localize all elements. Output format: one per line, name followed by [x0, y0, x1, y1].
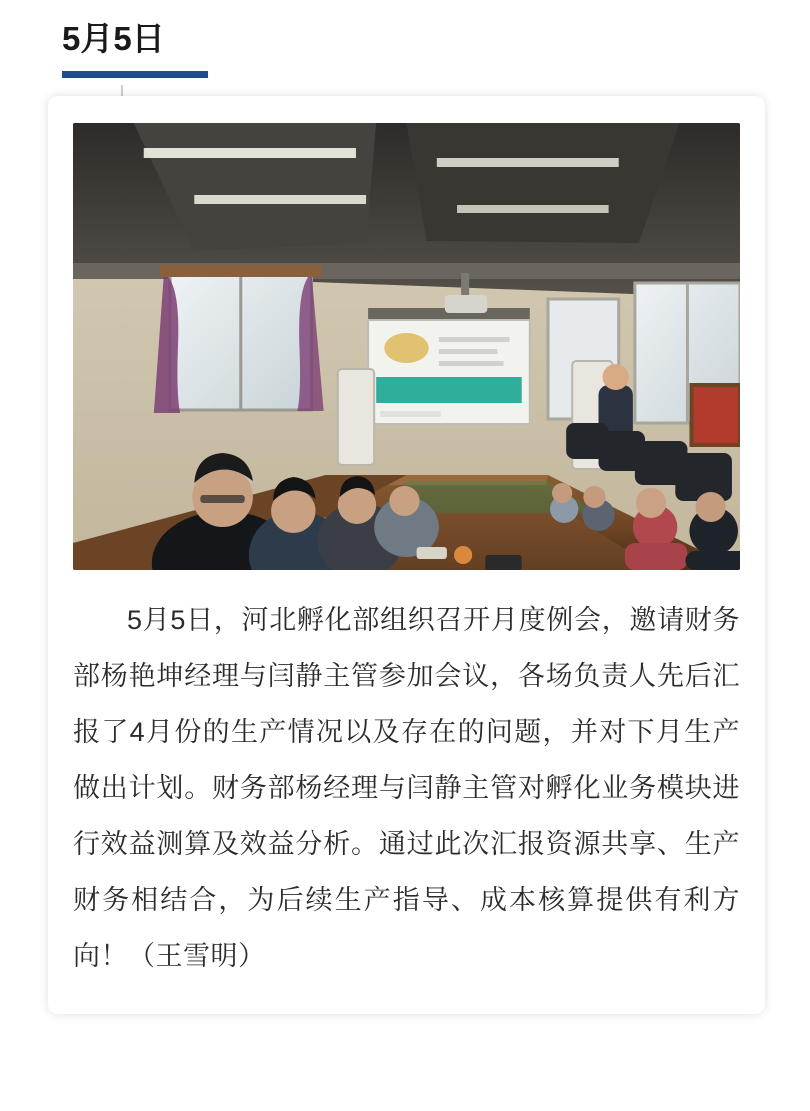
meeting-room-photo [73, 123, 740, 570]
article-body: 5月5日，河北孵化部组织召开月度例会，邀请财务部杨艳坤经理与闫静主管参加会议，各场负责人先后汇报了4月份的生产情况以及存在的问题，并对下月生产做出计划。财务部杨经理与闫静主管对孵化业务模块进行效益测算及效益分析。通过此次汇报资源共享、生产财务相结合，为后续生产指导、成本核算提供有利方向！（王雪明） [73, 604, 740, 971]
meeting-room-photo-graphic [73, 123, 740, 570]
card-wrapper [0, 96, 810, 1014]
title-underline [62, 71, 208, 78]
article-card [48, 96, 765, 1014]
date-header [0, 0, 810, 67]
page-title: 5月5日 [62, 20, 165, 57]
